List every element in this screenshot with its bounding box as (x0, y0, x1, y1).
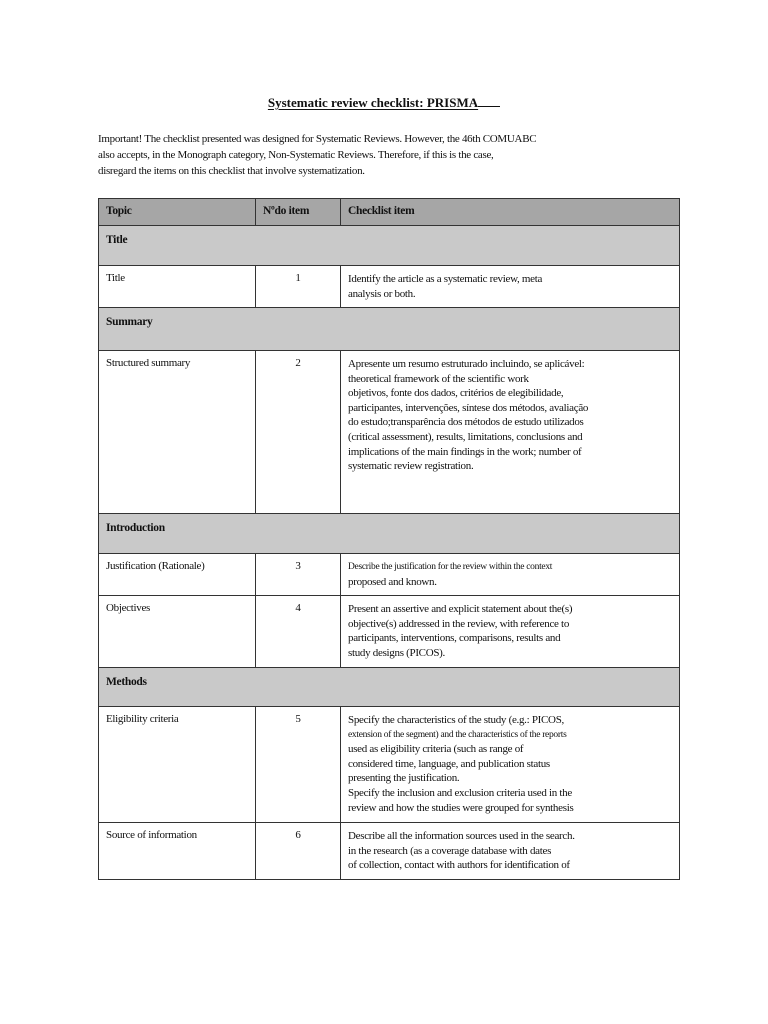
checklist-line: review and how the studies were grouped for synthesis (348, 801, 574, 814)
row-item-number: 4 (256, 596, 341, 668)
intro-line: Important! The checklist presented was designed for Systematic Reviews. However, the 46th COMUABC (98, 133, 537, 145)
intro-paragraph (98, 131, 568, 179)
row-item-number: 2 (256, 351, 341, 514)
table-row (99, 554, 680, 596)
table-row (99, 596, 680, 668)
row-topic: Structured summary (99, 351, 256, 514)
section-label: Introduction (99, 514, 680, 554)
row-checklist-item (341, 707, 680, 823)
checklist-line: extension of the segment) and the characteristics of the reports (348, 729, 567, 740)
checklist-line: participants, interventions, comparisons, results and (348, 632, 561, 645)
row-checklist-item (341, 266, 680, 308)
row-item-number: 3 (256, 554, 341, 596)
document-title-text: Systematic review checklist: PRISMA (267, 95, 479, 110)
section-label: Methods (99, 668, 680, 707)
checklist-line: implications of the main findings in the work; number of (348, 445, 582, 458)
checklist-line: Specify the inclusion and exclusion criteria used in the (348, 786, 572, 799)
row-topic: Objectives (99, 596, 256, 668)
checklist-line: theoretical framework of the scientific work (348, 372, 529, 385)
header-item-number: Nºdo item (256, 199, 341, 226)
checklist-line: Specify the characteristics of the study (e.g.: PICOS, (348, 714, 564, 726)
intro-line: disregard the items on this checklist that involve systematization. (98, 165, 365, 177)
section-row-methods (99, 668, 680, 707)
checklist-line: objetivos, fonte dos dados, critérios de elegibilidade, (348, 387, 564, 400)
checklist-line: objective(s) addressed in the review, with reference to (348, 617, 570, 630)
section-row-summary (99, 308, 680, 351)
checklist-line: systematic review registration. (348, 460, 474, 473)
row-checklist-item (341, 554, 680, 596)
checklist-line: of collection, contact with authors for identification of (348, 859, 570, 872)
section-label: Title (99, 226, 680, 266)
prisma-checklist-table (98, 198, 680, 880)
row-topic: Source of information (99, 823, 256, 880)
row-checklist-item (341, 823, 680, 880)
checklist-line: Apresente um resumo estruturado incluindo, se aplicável: (348, 358, 585, 370)
title-underline-decoration (478, 95, 500, 107)
checklist-line: Identify the article as a systematic review, meta (348, 273, 543, 285)
table-row (99, 266, 680, 308)
table-row (99, 707, 680, 823)
checklist-line: participantes, intervenções, síntese dos métodos, avaliação (348, 401, 589, 414)
table-row (99, 351, 680, 514)
checklist-line: do estudo;transparência dos métodos de estudo utilizados (348, 416, 584, 429)
row-topic: Eligibility criteria (99, 707, 256, 823)
header-topic: Topic (99, 199, 256, 226)
checklist-line: analysis or both. (348, 287, 416, 300)
checklist-line: Describe all the information sources used in the search. (348, 830, 575, 842)
checklist-line: proposed and known. (348, 575, 437, 588)
row-item-number: 1 (256, 266, 341, 308)
section-row-title (99, 226, 680, 266)
row-topic: Title (99, 266, 256, 308)
checklist-line: (critical assessment), results, limitations, conclusions and (348, 430, 583, 443)
section-label: Summary (99, 308, 680, 351)
intro-line: also accepts, in the Monograph category, Non-Systematic Reviews. Therefore, if this is the case, (98, 149, 494, 161)
row-checklist-item (341, 351, 680, 514)
section-row-introduction (99, 514, 680, 554)
checklist-line: considered time, language, and publication status (348, 757, 550, 770)
table-header-row (99, 199, 680, 226)
document-title (0, 95, 768, 111)
header-checklist-item: Checklist item (341, 199, 680, 226)
row-item-number: 6 (256, 823, 341, 880)
row-item-number: 5 (256, 707, 341, 823)
checklist-line: study designs (PICOS). (348, 646, 445, 659)
checklist-line: Present an assertive and explicit statement about the(s) (348, 603, 573, 615)
row-topic: Justification (Rationale) (99, 554, 256, 596)
checklist-line: Describe the justification for the review within the context (348, 562, 553, 572)
row-checklist-item (341, 596, 680, 668)
checklist-line: in the research (as a coverage database with dates (348, 844, 552, 857)
table-row (99, 823, 680, 880)
checklist-line: used as eligibility criteria (such as range of (348, 743, 524, 756)
checklist-line: presenting the justification. (348, 772, 460, 785)
